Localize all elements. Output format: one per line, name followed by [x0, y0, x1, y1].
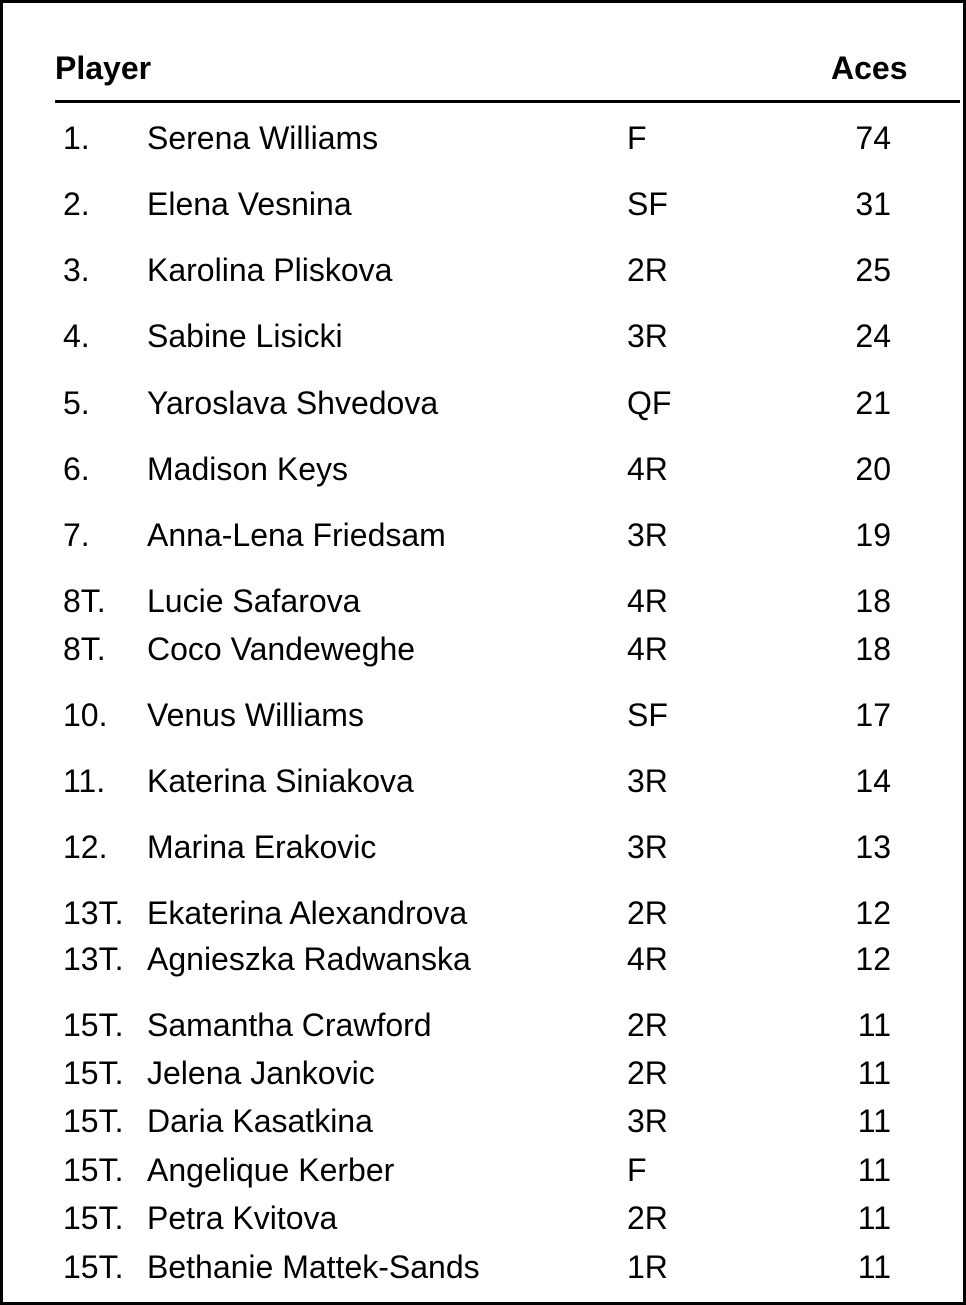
aces-cell: 20	[855, 451, 891, 487]
rank-cell: 11.	[63, 763, 106, 799]
player-name-cell: Samantha Crawford	[147, 1007, 432, 1043]
rank-cell: 15T.	[63, 1200, 124, 1236]
round-cell: 3R	[627, 517, 668, 553]
aces-cell: 17	[855, 697, 891, 733]
aces-cell: 18	[855, 583, 891, 619]
table-row	[3, 383, 963, 423]
round-cell: 2R	[627, 895, 668, 931]
rank-cell: 7.	[63, 517, 90, 553]
rank-cell: 5.	[63, 385, 90, 421]
player-name-cell: Katerina Siniakova	[147, 763, 414, 799]
aces-cell: 11	[857, 1007, 891, 1043]
player-name-cell: Sabine Lisicki	[147, 318, 343, 354]
player-name-cell: Daria Kasatkina	[147, 1103, 373, 1139]
round-cell: F	[627, 120, 647, 156]
table-row	[3, 515, 963, 555]
player-name-cell: Coco Vandeweghe	[147, 631, 416, 667]
aces-cell: 31	[855, 186, 891, 222]
round-cell: SF	[627, 186, 668, 222]
aces-cell: 11	[857, 1200, 891, 1236]
rank-cell: 6.	[63, 451, 90, 487]
round-cell: 4R	[627, 583, 668, 619]
rank-cell: 8T.	[63, 631, 106, 667]
rank-cell: 15T.	[63, 1249, 124, 1285]
aces-cell: 12	[855, 895, 891, 931]
table-row	[3, 1150, 963, 1190]
player-name-cell: Agnieszka Radwanska	[147, 941, 471, 977]
round-cell: 2R	[627, 1007, 668, 1043]
header-divider	[55, 100, 960, 103]
rank-cell: 15T.	[63, 1103, 124, 1139]
table-row	[3, 316, 963, 356]
player-name-cell: Bethanie Mattek-Sands	[147, 1249, 480, 1285]
rank-cell: 4.	[63, 318, 90, 354]
rank-cell: 13T.	[63, 941, 124, 977]
aces-cell: 11	[857, 1055, 891, 1091]
table-row	[3, 1053, 963, 1093]
aces-cell: 14	[855, 763, 891, 799]
aces-cell: 13	[855, 829, 891, 865]
table-row	[3, 827, 963, 867]
table-row	[3, 1101, 963, 1141]
rank-cell: 8T.	[63, 583, 106, 619]
table-row	[3, 1005, 963, 1045]
header-player: Player	[55, 50, 152, 86]
table-row	[3, 581, 963, 621]
round-cell: 3R	[627, 763, 668, 799]
aces-cell: 19	[855, 517, 891, 553]
round-cell: 2R	[627, 252, 668, 288]
table-row	[3, 695, 963, 735]
table-row	[3, 761, 963, 801]
aces-cell: 18	[855, 631, 891, 667]
round-cell: 2R	[627, 1055, 668, 1091]
player-name-cell: Petra Kvitova	[147, 1200, 338, 1236]
rank-cell: 3.	[63, 252, 90, 288]
round-cell: QF	[627, 385, 672, 421]
player-name-cell: Serena Williams	[147, 120, 379, 156]
player-name-cell: Yaroslava Shvedova	[147, 385, 439, 421]
rank-cell: 10.	[63, 697, 108, 733]
player-name-cell: Angelique Kerber	[147, 1152, 395, 1188]
round-cell: SF	[627, 697, 668, 733]
table-row	[3, 250, 963, 290]
round-cell: 4R	[627, 941, 668, 977]
player-name-cell: Karolina Pliskova	[147, 252, 393, 288]
round-cell: 4R	[627, 451, 668, 487]
round-cell: F	[627, 1152, 647, 1188]
player-name-cell: Jelena Jankovic	[147, 1055, 375, 1091]
round-cell: 3R	[627, 1103, 668, 1139]
table-row	[3, 893, 963, 933]
aces-cell: 11	[857, 1249, 891, 1285]
aces-cell: 21	[855, 385, 891, 421]
player-name-cell: Elena Vesnina	[147, 186, 352, 222]
round-cell: 1R	[627, 1249, 668, 1285]
table-row	[3, 449, 963, 489]
rank-cell: 15T.	[63, 1055, 124, 1091]
aces-cell: 12	[855, 941, 891, 977]
player-name-cell: Madison Keys	[147, 451, 348, 487]
aces-cell: 25	[855, 252, 891, 288]
player-name-cell: Lucie Safarova	[147, 583, 361, 619]
player-name-cell: Venus Williams	[147, 697, 364, 733]
rank-cell: 2.	[63, 186, 90, 222]
aces-cell: 11	[857, 1103, 891, 1139]
player-name-cell: Marina Erakovic	[147, 829, 377, 865]
header-aces: Aces	[831, 50, 908, 86]
round-cell: 2R	[627, 1200, 668, 1236]
table-row	[3, 629, 963, 669]
table-row	[3, 1198, 963, 1238]
table-row	[3, 184, 963, 224]
player-name-cell: Ekaterina Alexandrova	[147, 895, 468, 931]
aces-cell: 74	[855, 120, 891, 156]
table-row	[3, 1247, 963, 1287]
table-row	[3, 939, 963, 979]
round-cell: 4R	[627, 631, 668, 667]
rank-cell: 1.	[63, 120, 90, 156]
round-cell: 3R	[627, 829, 668, 865]
rank-cell: 15T.	[63, 1152, 124, 1188]
rank-cell: 15T.	[63, 1007, 124, 1043]
rank-cell: 12.	[63, 829, 108, 865]
rank-cell: 13T.	[63, 895, 124, 931]
round-cell: 3R	[627, 318, 668, 354]
table-row	[3, 118, 963, 158]
aces-cell: 24	[855, 318, 891, 354]
player-name-cell: Anna-Lena Friedsam	[147, 517, 446, 553]
aces-cell: 11	[857, 1152, 891, 1188]
